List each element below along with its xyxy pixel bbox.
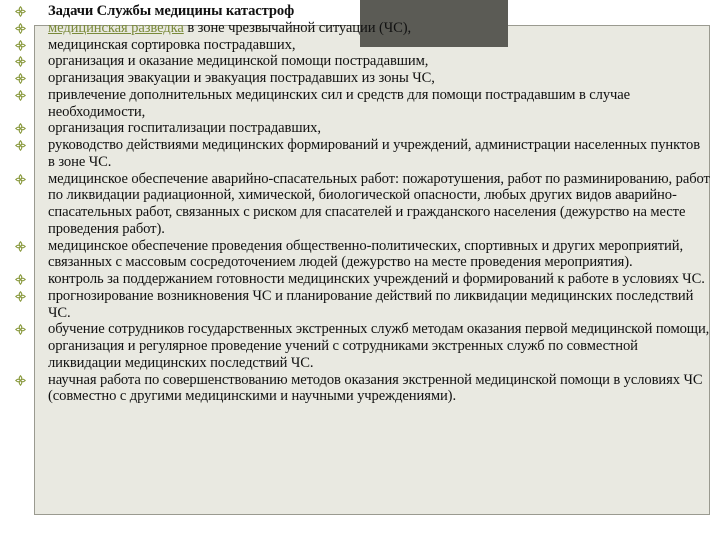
list-item <box>48 120 710 137</box>
bullet-icon <box>15 73 26 84</box>
list-item <box>48 321 710 371</box>
list-item-text: научная работа по совершенствованию методов оказания экстренной медицинской помощи в условиях ЧС (совместно с другими медицинскими и научными учреждениями). <box>48 371 703 405</box>
list-item-text: организация госпитализации пострадавших, <box>48 120 321 137</box>
list-item-text: руководство действиями медицинских формирований и учреждений, администрации населенных пунктов в зоне ЧС. <box>48 137 701 170</box>
bullet-icon <box>15 123 26 134</box>
bullet-icon <box>15 90 26 101</box>
list-item-text: медицинская сортировка пострадавших, <box>48 36 296 53</box>
list-item <box>48 271 710 288</box>
bullet-icon <box>15 291 26 302</box>
bullet-icon <box>15 23 26 34</box>
bullet-icon <box>15 140 26 151</box>
list-item-text: медицинское обеспечение аварийно-спасательных работ: пожаротушения, работ по разминированию, работ по ликвидации радиационной, химической, биологической опасности, любых других видов аварийно-спасательных работ, связанных с риском для спасателей и гражданского населения (дежурство на месте проведения работ). <box>48 170 710 237</box>
list-item <box>48 53 710 70</box>
medical-reconnaissance-link[interactable]: медицинская разведка <box>48 19 184 36</box>
task-list <box>48 3 710 405</box>
bullet-icon <box>15 174 26 185</box>
list-item <box>48 238 710 272</box>
list-item-text: прогнозирование возникновения ЧС и планирование действий по ликвидации медицинских последствий ЧС. <box>48 287 694 321</box>
list-item-text: контроль за поддержанием готовности медицинских учреждений и формирований к работе в условиях ЧС. <box>48 271 705 287</box>
list-item-text <box>48 20 710 37</box>
bullet-icon <box>15 40 26 51</box>
list-item-text: организация и оказание медицинской помощи пострадавшим, <box>48 53 429 70</box>
bullet-icon <box>15 241 26 252</box>
bullet-icon <box>15 56 26 67</box>
list-item <box>48 171 710 238</box>
list-item <box>48 87 710 121</box>
list-item-text: организация эвакуации и эвакуация пострадавших из зоны ЧС, <box>48 70 435 86</box>
bullet-icon <box>15 324 26 335</box>
list-title: Задачи Службы медицины катастроф <box>48 3 295 19</box>
list-item <box>48 372 710 406</box>
bullet-icon <box>15 274 26 285</box>
list-title-row <box>48 3 710 20</box>
list-item <box>48 288 710 322</box>
bullet-icon <box>15 6 26 17</box>
list-item-text: медицинское обеспечение проведения общественно-политических, спортивных и других мероприятий, связанных с массовым сосредоточением людей (дежурство на месте проведения мероприятия). <box>48 237 684 271</box>
list-item-text: привлечение дополнительных медицинских сил и средств для помощи пострадавшим в случае необходимости, <box>48 86 631 120</box>
list-item-text: обучение сотрудников государственных экстренных служб методам оказания первой медицинской помощи, организация и регулярное проведение учений с сотрудниками экстренных служб по совместной ликвидации медицинских последствий ЧС. <box>48 321 710 371</box>
list-item-rest: в зоне чрезвычайной ситуации (ЧС), <box>183 19 412 36</box>
list-item <box>48 37 710 54</box>
list-item <box>48 20 710 37</box>
bullet-icon <box>15 375 26 386</box>
list-item <box>48 137 710 171</box>
list-item <box>48 70 710 87</box>
